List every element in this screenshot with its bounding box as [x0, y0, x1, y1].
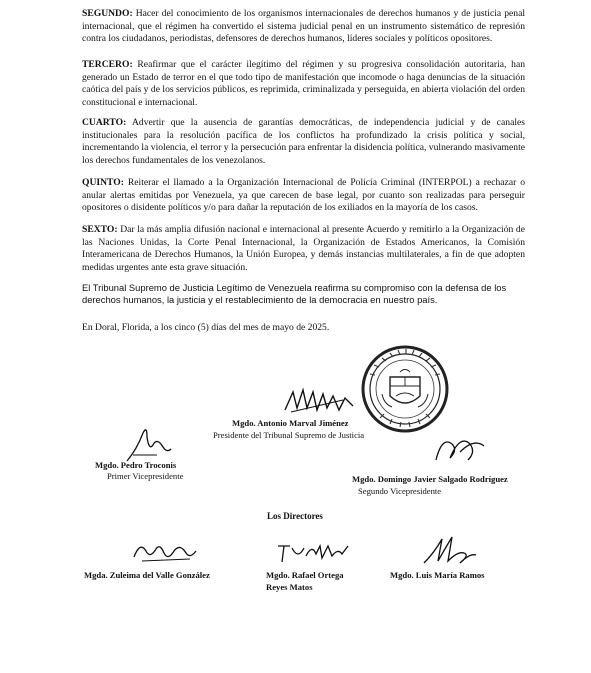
director-3-name: Mgdo. Luis María Ramos: [390, 570, 485, 580]
second-vp-signature: [430, 430, 490, 470]
paragraph-text: Reiterar el llamado a la Organización Internacional de Policía Criminal (INTERPOL) a rechazar o anular alertas emitidas por Venezuela, ya que carecen de base legal, por cuanto son realizadas para perseguir opositores o disidente políticos y/o para dañar la reputación de los exiliados en la mayoría de los casos.: [82, 177, 525, 214]
director-1-signature: [130, 537, 200, 567]
first-vp-signature: [123, 425, 173, 465]
director-1-name: Mgda. Zuleima del Valle González: [84, 570, 210, 580]
president-title: Presidente del Tribunal Supremo de Justicia: [213, 430, 365, 440]
date-line: En Doral, Florida, a los cinco (5) días del mes de mayo de 2025.: [82, 322, 330, 333]
paragraph-text: Hacer del conocimiento de los organismos internacionales de derechos humanos y de justicia penal internacional, que el régimen ha convertido el sistema judicial penal en un instrumento sistemático de represión contra los ciudadanos, periodistas, defensores de derechos humanos, líderes sociales y políticos opositores.: [82, 8, 525, 45]
paragraph-cuarto: [82, 117, 525, 167]
directors-heading: Los Directores: [267, 511, 323, 521]
paragraph-sexto: [82, 224, 525, 274]
paragraph-text: Advertir que la ausencia de garantías democráticas, de independencia judicial y de canales institucionales para la resolución pacífica de los conflictos ha profundizado la crisis política y social, incrementando la violencia, el terror y la persecución para enfrentar la disidencia política, vulnerando masivamente los derechos fundamentales de los venezolanos.: [82, 117, 525, 166]
paragraph-text: Dar la más amplia difusión nacional e internacional al presente Acuerdo y remitirlo a la Organización de las Naciones Unidas, la Corte Penal Internacional, la Organización de Estados Americanos, la Comisión Interamericana de Derechos Humanos, la Unión Europea, y demás instancias multilaterales, a fin de que adopten medidas urgentes ante esta grave situación.: [82, 224, 525, 273]
president-name: Mgdo. Antonio Marval Jiménez: [232, 418, 349, 428]
paragraph-label: SEGUNDO:: [82, 8, 133, 19]
paragraph-tercero: [82, 59, 525, 109]
paragraph-label: QUINTO:: [82, 177, 124, 188]
paragraph-label: CUARTO:: [82, 117, 127, 128]
second-vp-title: Segundo Vicepresidente: [358, 486, 442, 496]
paragraph-quinto: [82, 177, 525, 215]
president-signature: [283, 386, 363, 416]
director-2-name-line1: Mgdo. Rafael Ortega: [266, 570, 344, 580]
paragraph-label: TERCERO:: [82, 59, 133, 70]
paragraph-label: SEXTO:: [82, 224, 118, 235]
director-2-name-line2: Reyes Matos: [266, 582, 313, 592]
court-seal-image: [360, 344, 450, 434]
paragraph-text: Reafirmar que el carácter ilegítimo del régimen y su progresiva consolidación autoritaria, han generado un Estado de terror en el que todo tipo de manifestación que incomode o haga denuncias de la situación caótica del país y de los servicios públicos, es reprimida, criminalizada y perseguida, en abierta violación del orden constitucional e internacional.: [82, 59, 526, 108]
first-vp-name: Mgdo. Pedro Troconis: [95, 460, 177, 470]
closing-statement: El Tribunal Supremo de Justicia Legítimo de Venezuela reafirma su compromiso con la defensa de los derechos humanos, la justicia y el restablecimiento de la democracia en nuestro país.: [82, 282, 507, 306]
director-2-signature: [276, 540, 356, 566]
director-3-signature: [420, 533, 480, 569]
first-vp-title: Primer Vicepresidente: [107, 471, 184, 481]
second-vp-name: Mgdo. Domingo Javier Salgado Rodríguez: [352, 474, 508, 484]
paragraph-segundo: [82, 8, 525, 46]
